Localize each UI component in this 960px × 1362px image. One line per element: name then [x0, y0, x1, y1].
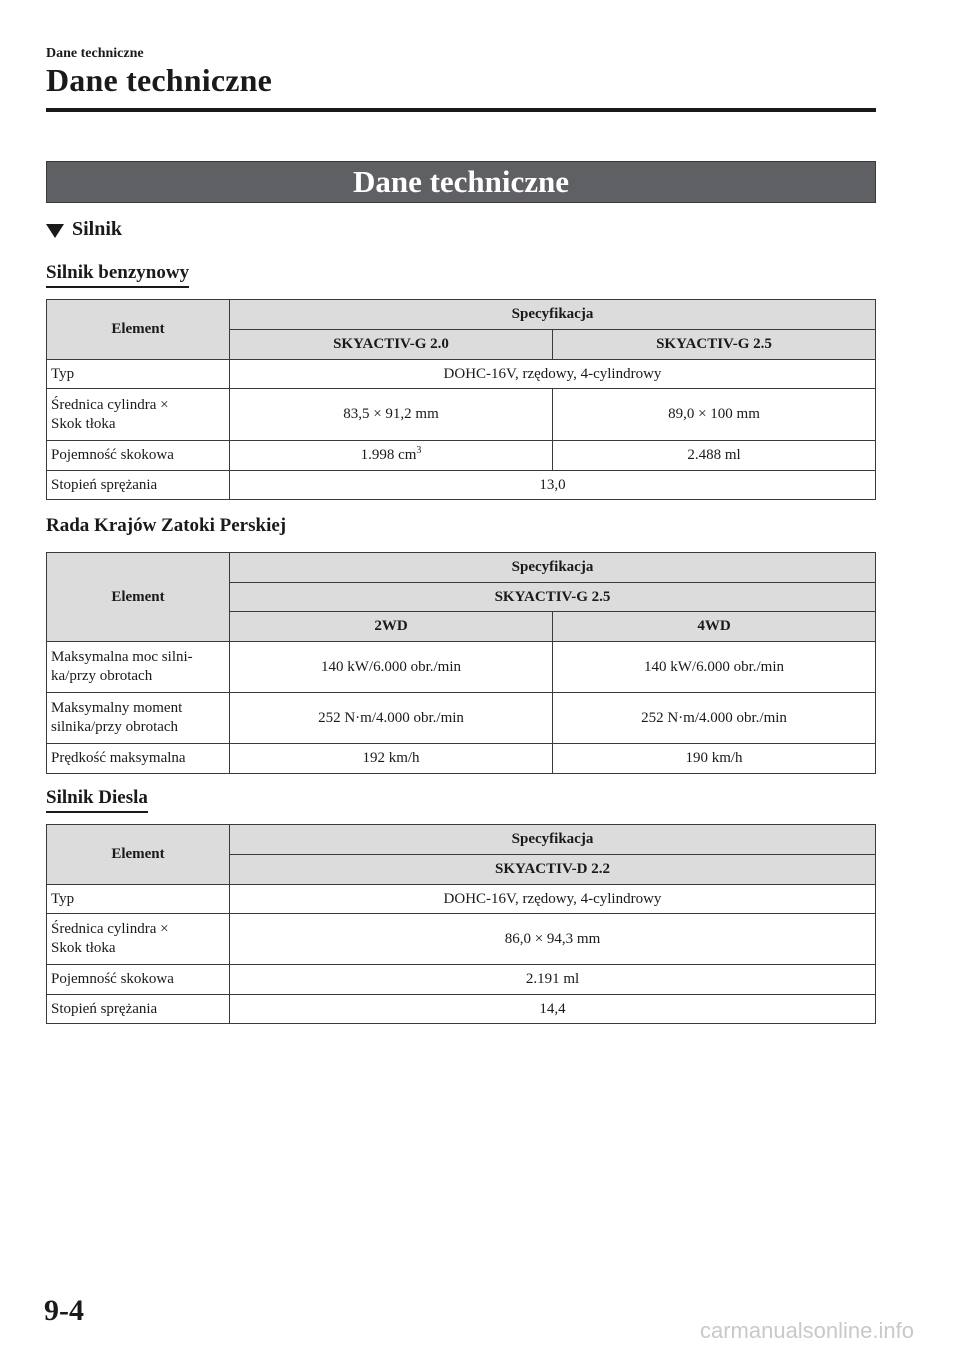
row-value: 1.998 $cm^3$	[230, 441, 553, 471]
row-value: 86,0 × 94,3 mm	[230, 914, 876, 965]
table-row	[47, 914, 876, 965]
row-value: 190 km/h	[553, 744, 876, 774]
table-row	[47, 744, 876, 774]
row-label: Stopień sprężania	[47, 471, 230, 500]
row-label: Średnica cylindra × Skok tłoka	[47, 389, 230, 441]
row-value: 252 N·m/4.000 obr./min	[553, 693, 876, 744]
table-row	[47, 885, 876, 914]
row-value: 89,0 × 100 mm	[553, 389, 876, 441]
table-row	[47, 389, 876, 441]
row-value: 14,4	[230, 995, 876, 1024]
row-value: DOHC-16V, rzędowy, 4-cylindrowy	[230, 885, 876, 914]
diesel-engine-table	[46, 824, 876, 1024]
row-label: Pojemność skokowa	[47, 441, 230, 471]
header-variant: SKYACTIV-G 2.5	[230, 583, 876, 612]
petrol-engine-heading: Silnik benzynowy	[46, 262, 189, 288]
gcc-heading: Rada Krajów Zatoki Perskiej	[46, 515, 287, 536]
row-label: Prędkość maksymalna	[47, 744, 230, 774]
row-label: Typ	[47, 360, 230, 389]
header-element: Element	[47, 553, 230, 642]
header-spec: Specyfikacja	[230, 553, 876, 583]
row-label: Maksymalna moc silni- ka/przy obrotach	[47, 642, 230, 693]
row-value: 140 kW/6.000 obr./min	[553, 642, 876, 693]
watermark: carmanualsonline.info	[699, 1318, 914, 1343]
table-row	[47, 441, 876, 471]
header-spec: Specyfikacja	[230, 300, 876, 330]
row-value: 2.191 ml	[230, 965, 876, 995]
header-variant: SKYACTIV-D 2.2	[230, 855, 876, 885]
header-element: Element	[47, 300, 230, 360]
row-label: Maksymalny moment silnika/przy obrotach	[47, 693, 230, 744]
table-row	[47, 360, 876, 389]
table-row	[47, 471, 876, 500]
chapter-rule	[46, 108, 876, 112]
row-value: DOHC-16V, rzędowy, 4-cylindrowy	[230, 360, 876, 389]
header-drive: 2WD	[230, 612, 553, 642]
diesel-engine-heading: Silnik Diesla	[46, 787, 148, 813]
table-row	[47, 965, 876, 995]
header-variant: SKYACTIV-G 2.5	[553, 330, 876, 360]
header-variant: SKYACTIV-G 2.0	[230, 330, 553, 360]
header-spec: Specyfikacja	[230, 825, 876, 855]
section-heading-label: Silnik	[72, 218, 123, 240]
section-banner: Dane techniczne	[46, 161, 876, 203]
table-row	[47, 693, 876, 744]
page-number: 9-4	[44, 1294, 84, 1327]
table-row	[47, 642, 876, 693]
header-element: Element	[47, 825, 230, 885]
row-label: Stopień sprężania	[47, 995, 230, 1024]
row-value: 83,5 × 91,2 mm	[230, 389, 553, 441]
row-value: 2.488 ml	[553, 441, 876, 471]
row-value: 192 km/h	[230, 744, 553, 774]
table-row	[47, 995, 876, 1024]
row-value: 13,0	[230, 471, 876, 500]
row-label: Średnica cylindra × Skok tłoka	[47, 914, 230, 965]
chapter-title: Dane techniczne	[46, 62, 273, 98]
triangle-down-icon	[46, 224, 64, 238]
section-heading	[46, 218, 122, 241]
petrol-engine-table	[46, 299, 876, 500]
running-header: Dane techniczne	[46, 46, 144, 61]
header-drive: 4WD	[553, 612, 876, 642]
row-value: 140 kW/6.000 obr./min	[230, 642, 553, 693]
gcc-table	[46, 552, 876, 774]
row-label: Pojemność skokowa	[47, 965, 230, 995]
row-value: 252 N·m/4.000 obr./min	[230, 693, 553, 744]
row-label: Typ	[47, 885, 230, 914]
